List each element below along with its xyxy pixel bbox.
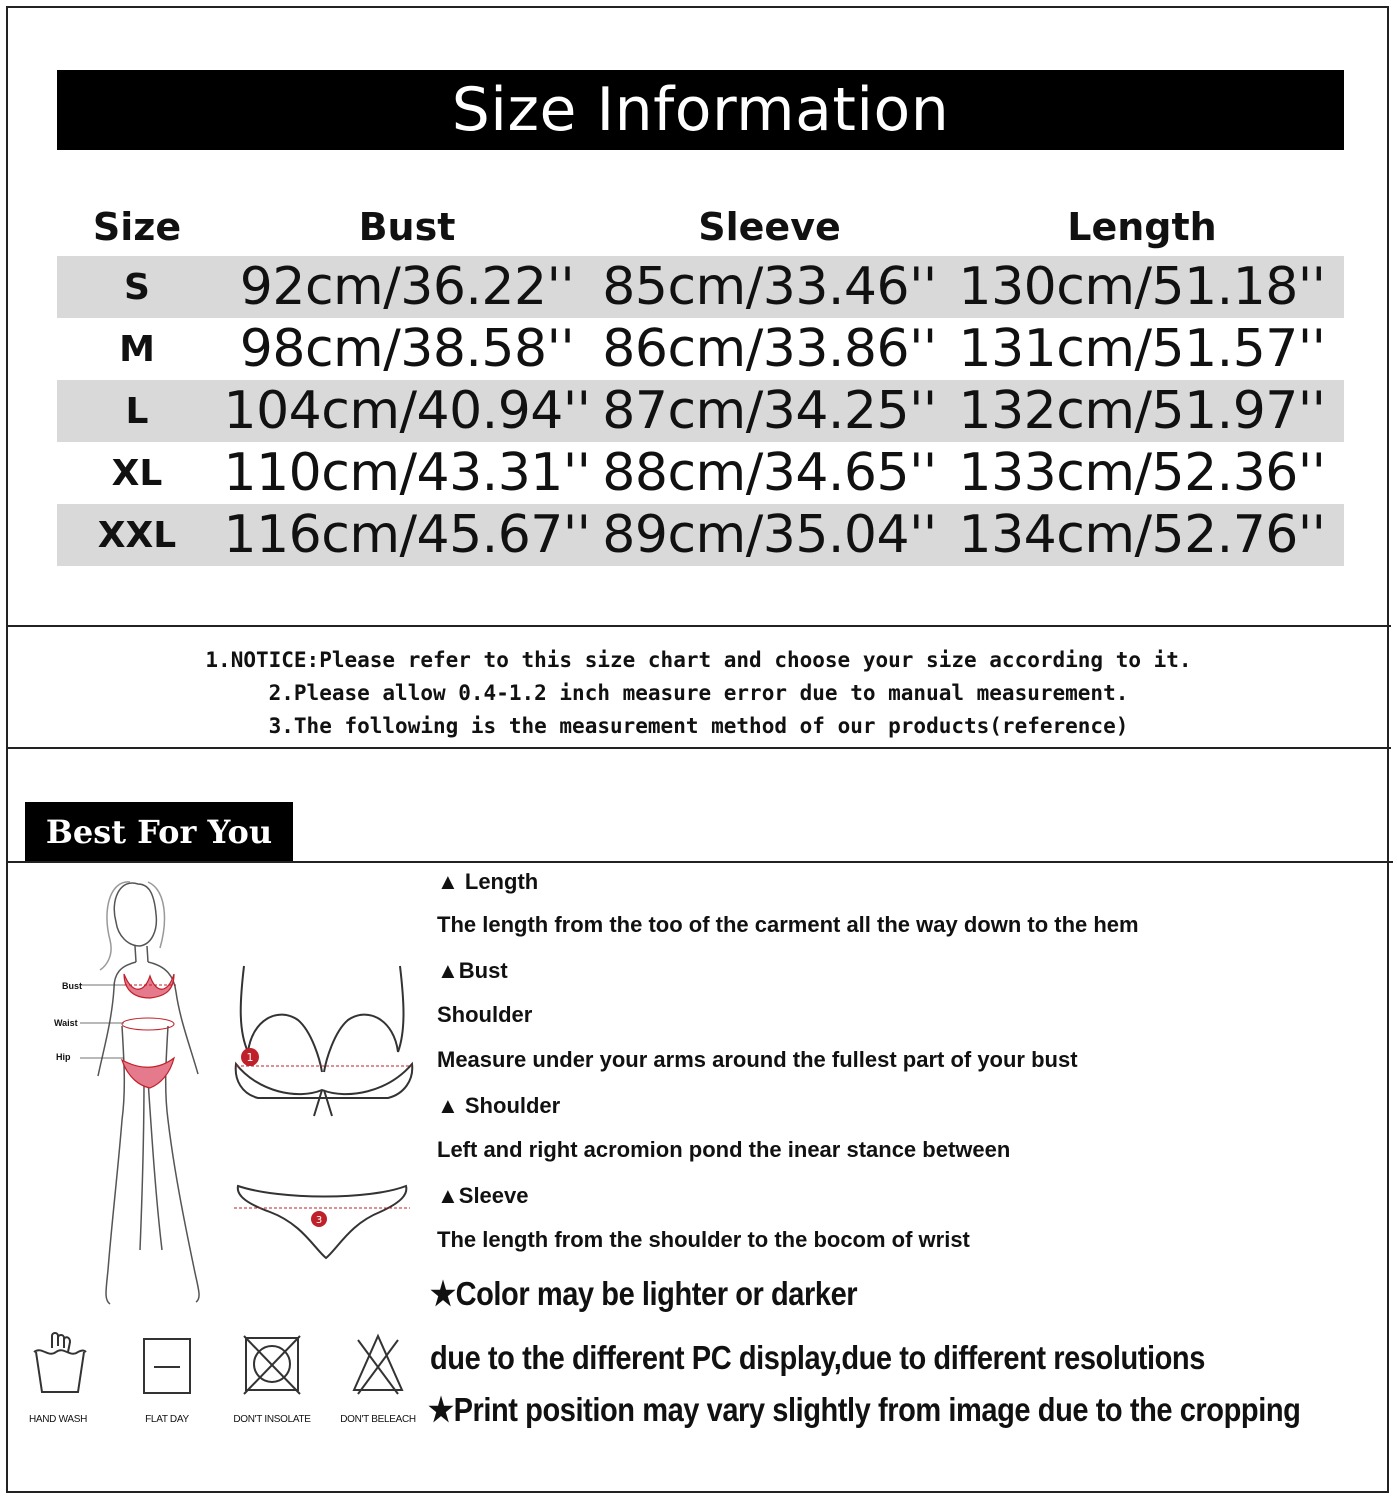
divider-bottom bbox=[6, 747, 1391, 749]
table-row bbox=[57, 318, 1344, 380]
marker-1-label: 1 bbox=[246, 1051, 254, 1064]
care-label-dont-bleach: DON'T BELEACH bbox=[340, 1414, 416, 1425]
table-row bbox=[57, 504, 1344, 566]
sleeve-heading: ▲Sleeve bbox=[437, 1183, 529, 1208]
size-cell: XL bbox=[111, 452, 163, 494]
best-for-you-label: Best For You bbox=[45, 813, 273, 851]
bust-cell: 104cm/40.94'' bbox=[223, 381, 591, 441]
length-text: The length from the too of the carment all the way down to the hem bbox=[437, 912, 1139, 937]
size-cell: XXL bbox=[97, 514, 177, 556]
sleeve-cell: 85cm/33.46'' bbox=[602, 257, 937, 317]
divider-top bbox=[6, 625, 1391, 627]
do-not-tumble-dry-icon bbox=[242, 1332, 302, 1396]
bust-heading: ▲Bust bbox=[437, 958, 508, 983]
length-cell: 131cm/51.57'' bbox=[958, 319, 1326, 379]
body-label-bust: Bust bbox=[62, 981, 82, 991]
best-for-you-tab bbox=[25, 802, 293, 862]
sleeve-cell: 86cm/33.86'' bbox=[602, 319, 937, 379]
length-cell: 133cm/52.36'' bbox=[958, 443, 1326, 503]
table-row bbox=[57, 380, 1344, 442]
care-label-flat-dry: FLAT DAY bbox=[145, 1414, 189, 1425]
length-cell: 134cm/52.76'' bbox=[958, 505, 1326, 565]
marker-3-label: 3 bbox=[315, 1215, 323, 1226]
care-label-hand-wash: HAND WASH bbox=[28, 1414, 88, 1425]
shoulder-text: Left and right acromion pond the inear stance between bbox=[437, 1137, 1011, 1162]
sleeve-text: The length from the shoulder to the bocom of wrist bbox=[437, 1227, 970, 1252]
color-note-1: ★Color may be lighter or darker bbox=[430, 1275, 858, 1312]
title-banner bbox=[57, 70, 1344, 150]
size-cell: S bbox=[124, 266, 150, 308]
bust-cell: 98cm/38.58'' bbox=[239, 319, 575, 379]
header-size: Size bbox=[92, 205, 182, 249]
size-cell: M bbox=[119, 328, 155, 370]
table-row bbox=[57, 442, 1344, 504]
size-table bbox=[57, 198, 1344, 566]
header-bust: Bust bbox=[358, 205, 456, 249]
shoulder-word: Shoulder bbox=[437, 1002, 533, 1027]
measure-marker-3 bbox=[310, 1210, 328, 1228]
shoulder-heading: ▲ Shoulder bbox=[437, 1093, 561, 1118]
measure-marker-1 bbox=[240, 1047, 260, 1067]
header-sleeve: Sleeve bbox=[698, 205, 841, 249]
length-cell: 132cm/51.97'' bbox=[958, 381, 1326, 441]
notice-line-1: 1.NOTICE:Please refer to this size chart and choose your size according to it. bbox=[205, 648, 1192, 672]
length-cell: 130cm/51.18'' bbox=[958, 257, 1326, 317]
flat-dry-icon bbox=[140, 1335, 195, 1395]
sleeve-cell: 88cm/34.65'' bbox=[602, 443, 937, 503]
body-label-waist: Waist bbox=[54, 1018, 78, 1028]
do-not-bleach-icon bbox=[350, 1332, 406, 1396]
color-note-2: due to the different PC display,due to different resolutions bbox=[430, 1339, 1205, 1376]
table-row bbox=[57, 256, 1344, 318]
length-heading: ▲ Length bbox=[437, 869, 539, 894]
table-header-row bbox=[57, 198, 1344, 256]
bra-measure-diagram bbox=[228, 960, 418, 1120]
bra-top-shape bbox=[124, 974, 174, 998]
notice-line-3: 3.The following is the measurement method of our products(reference) bbox=[268, 714, 1129, 738]
hand-wash-icon bbox=[30, 1330, 90, 1400]
size-cell: L bbox=[125, 390, 149, 432]
bust-text: Measure under your arms around the fullest part of your bust bbox=[437, 1047, 1078, 1072]
sleeve-cell: 89cm/35.04'' bbox=[602, 505, 937, 565]
header-length: Length bbox=[1067, 205, 1217, 249]
bust-cell: 92cm/36.22'' bbox=[239, 257, 575, 317]
print-note: ★Print position may vary slightly from image due to the cropping bbox=[428, 1391, 1301, 1428]
model-figure-illustration bbox=[40, 870, 230, 1315]
bust-cell: 110cm/43.31'' bbox=[223, 443, 591, 503]
body-label-hip: Hip bbox=[56, 1052, 71, 1062]
care-label-dont-insolate: DON'T INSOLATE bbox=[233, 1414, 311, 1425]
bust-cell: 116cm/45.67'' bbox=[223, 505, 591, 565]
page-title: Size Information bbox=[451, 75, 950, 145]
best-for-you-underline bbox=[8, 861, 1393, 863]
notice-line-2: 2.Please allow 0.4-1.2 inch measure error due to manual measurement. bbox=[268, 681, 1129, 705]
sleeve-cell: 87cm/34.25'' bbox=[602, 381, 937, 441]
